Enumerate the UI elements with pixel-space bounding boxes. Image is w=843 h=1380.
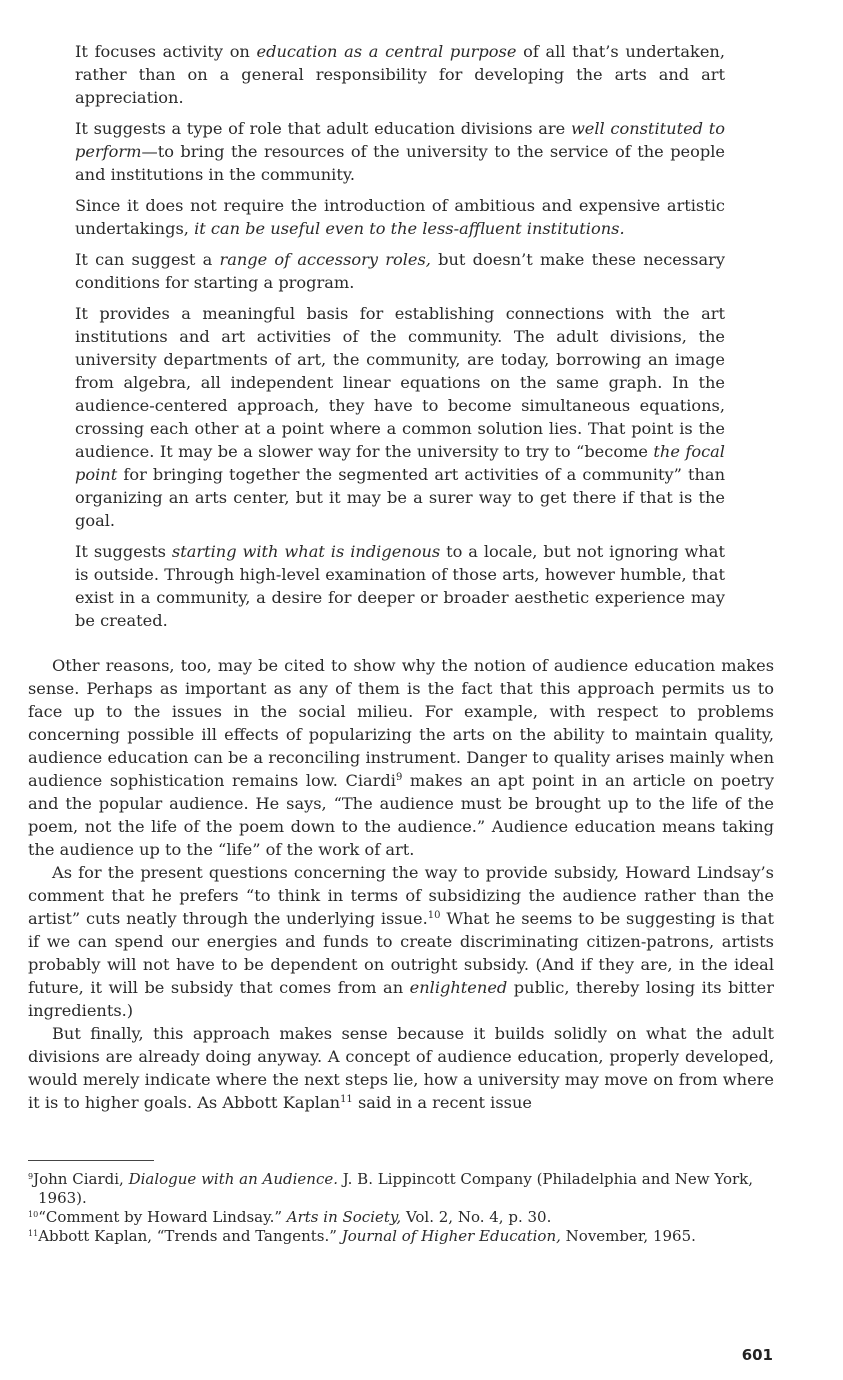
footnote-ref-9: 9 <box>395 772 403 783</box>
point-less-affluent: Since it does not require the introduction of ambitious and expensive artistic undertakings, it can be useful even to the less-affluent institutions. <box>75 196 725 238</box>
paragraph-subsidy: As for the present questions concerning the way to provide subsidy, Howard Lindsay’s comment that he prefers “to think in terms of subsidizing the audience rather than the artist” cuts neatly through the underlying issue.$^{10}$ What he seems to be suggesting is that if we can spend our energies and funds to create discriminating citizen-patrons, artists probably will not have to be dependent on outright subsidy. (And if they are, in the ideal future, it will be subsidy that comes from an enlightened public, thereby losing its bitter ingredients.) <box>28 863 775 1020</box>
footnote-9: $^9$John Ciardi, Dialogue with an Audience. J. B. Lippincott Company (Philadelphia and New York, 1963). <box>28 1170 754 1207</box>
page-number: 601 <box>741 1346 773 1364</box>
point-role-of-divisions: It suggests a type of role that adult education divisions are well constituted to perform—to bring the resources of the university to the service of the people and institutions in the community. <box>75 119 725 184</box>
footnote-divider <box>28 1160 154 1161</box>
footnote-10: $^{10}$“Comment by Howard Lindsay.” Arts in Society, Vol. 2, No. 4, p. 30. <box>28 1208 552 1226</box>
footnote-11: $^{11}$Abbott Kaplan, “Trends and Tangents.” Journal of Higher Education, November, 1965. <box>28 1227 696 1245</box>
body-text <box>28 654 774 1114</box>
paragraph-other-reasons: Other reasons, too, may be cited to show why the notion of audience education makes sense. Perhaps as important as any of them is the fact that this approach permits us to face up to the issues in the social milieu. For example, with respect to problems concerning possible ill effects of popularizing the arts on the ability to maintain quality, audience education can be a reconciling instrument. Danger to quality arises mainly when audience sophistication remains low. Ciardi$^9$ makes an apt point in an article on poetry and the popular audience. He says, “The audience must be brought up to the life of the poem, not the life of the poem down to the audience.” Audience education means taking the audience up to the “life” of the work of art. <box>28 656 774 859</box>
point-education-purpose: It focuses activity on education as a central purpose of all that’s undertaken, rather than on a general responsibility for developing the arts and art appreciation. <box>75 42 725 107</box>
footnotes <box>28 1170 776 1246</box>
footnote-ref-10: 10 <box>427 910 441 921</box>
indented-points-block <box>75 40 725 640</box>
footnote-ref-11: 11 <box>340 1094 353 1105</box>
point-indigenous: It suggests starting with what is indigenous to a locale, but not ignoring what is outside. Through high-level examination of those arts, however humble, that exist in a community, a desire for deeper or broader aesthetic experience may be created. <box>75 542 725 630</box>
point-accessory-roles: It can suggest a range of accessory roles, but doesn’t make these necessary conditions for starting a program. <box>75 250 725 292</box>
paragraph-finally: But finally, this approach makes sense because it builds solidly on what the adult divisions are already doing anyway. A concept of audience education, properly developed, would merely indicate where the next steps lie, how a university may move on from where it is to higher goals. As Abbott Kaplan$^{11}$ said in a recent issue <box>28 1024 774 1112</box>
point-connections: It provides a meaningful basis for establishing connections with the art institutions and art activities of the community. The adult divisions, the university departments of art, the community, are today, borrowing an image from algebra, all independent linear equations on the same graph. In the audience-centered approach, they have to become simultaneous equations, crossing each other at a point where a common solution lies. That point is the audience. It may be a slower way for the university to try to “become the focal point for bringing together the segmented art activities of a community” than organizing an arts center, but it may be a surer way to get there if that is the goal. <box>75 304 725 530</box>
